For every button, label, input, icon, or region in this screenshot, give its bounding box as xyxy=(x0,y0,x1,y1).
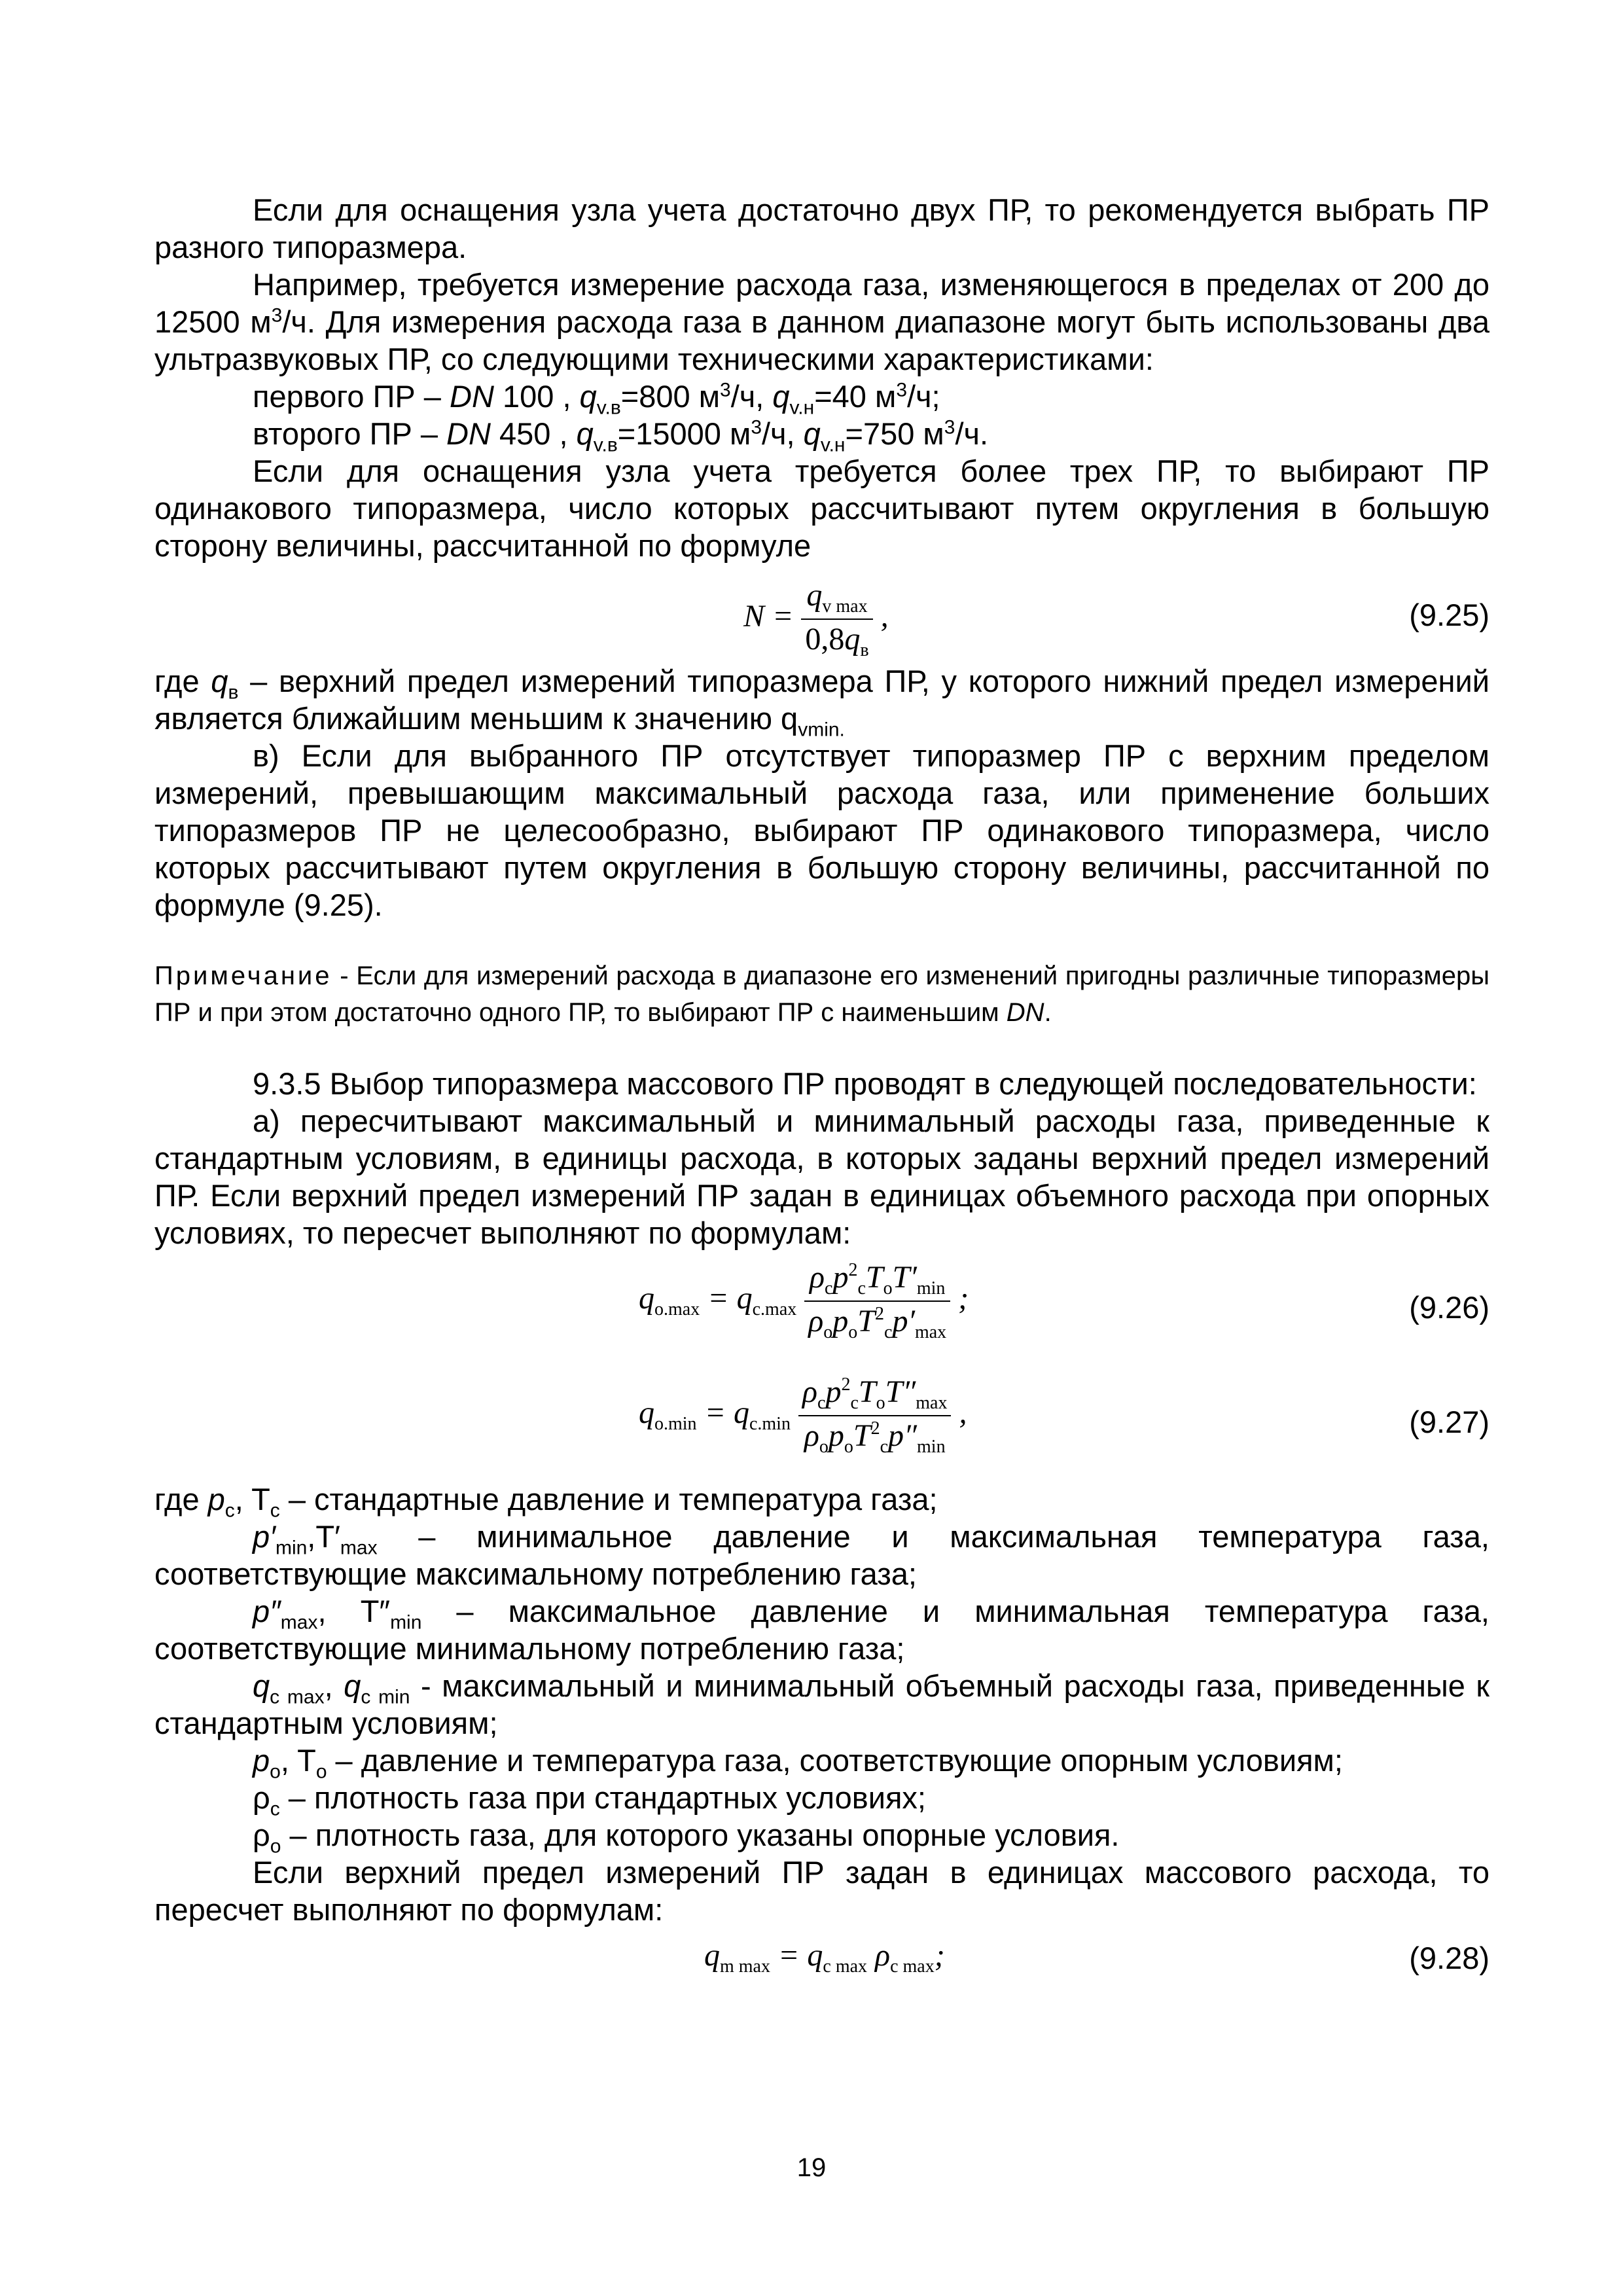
equation-number: (9.25) xyxy=(1409,598,1489,632)
definition: $p'_{min},T'_{max}$ – минимальное давление и максимальная температура газа, соответствующие максимальному потреблению газа; xyxy=(154,1519,1489,1591)
equation-9-27: $q_{o.min} = q_{c.min}$ $\frac{\rho_cp^2_cT_oT''_{max}}{\rho_op_oT^2_cp''_{min}}$ , (9.27) xyxy=(639,1374,1489,1457)
equation-9-25: N = $\frac{q_{v max}}{0,8q_в}$ , (9.25) xyxy=(743,578,1489,660)
paragraph: Например, требуется измерение расхода газа, изменяющегося в пределах от 200 до 12500 $м^3/ч$. Для измерения расхода газа в данном диапазоне могут быть использованы два ультразвуковых ПР, со следующими техническими характеристиками: xyxy=(154,267,1489,376)
paragraph: Если для оснащения узла учета требуется более трех ПР, то выбирают ПР одинакового типоразмера, число которых рассчитывают путем округления в большую сторону величины, рассчитанной по формуле xyxy=(154,454,1489,563)
equation-9-26: $q_{o.max} = q_{c.max}$ $\frac{\rho_cp^2_cT_oT'_{min}}{\rho_op_oT^2_cp'_{max}}$ ; (9.26) xyxy=(639,1260,1489,1342)
definition: $q_{c max}$, $q_{c min}$ - максимальный и минимальный объемный расходы газа, приведенные к стандартным условиям; xyxy=(154,1668,1489,1740)
paragraph: Если верхний предел измерений ПР задан в единицах массового расхода, то пересчет выполняют по формулам: xyxy=(154,1855,1489,1927)
equation-number: (9.28) xyxy=(1409,1941,1489,1975)
paragraph: где $q_в$ – верхний предел измерений типоразмера ПР, у которого нижний предел измерений является ближайшим меньшим к значению $q_{vmin.}$ xyxy=(154,664,1489,741)
section-paragraph: 9.3.5 Выбор типоразмера массового ПР проводят в следующей последовательности: xyxy=(253,1066,1477,1101)
body-text xyxy=(154,191,1489,1994)
definition: $p''_{max}$, $T''_{min}$ – максимальное давление и минимальная температура газа, соответствующие минимальному потреблению газа; xyxy=(154,1594,1489,1666)
paragraph: в) Если для выбранного ПР отсутствует типоразмер ПР с верхним пределом измерений, превышающим максимальный расхода газа, или применение больших типоразмеров ПР не целесообразно, выбирают ПР одинакового типоразмера, число которых рассчитывают путем округления в большую сторону величины, рассчитанной по формуле (9.25). xyxy=(154,738,1489,922)
equation-9-28: $q_{m max} = q_{c max}$ $\rho_{c max}$; (9.28) xyxy=(704,1938,1489,1977)
page-number: 19 xyxy=(796,2153,827,2182)
definition: где $p_c$, $T_c$ – стандартные давление и температура газа; xyxy=(154,1482,938,1522)
equation-number: (9.26) xyxy=(1409,1290,1489,1325)
definition: $p_o$, $T_o$ – давление и температура газа, соответствующие опорным условиям; xyxy=(253,1743,1343,1783)
spec-line-first: первого ПР – DN 100 , $q_{v.в}=800$ $м^3/ч$, $q_{v.н}=40$ $м^3/ч$; xyxy=(253,379,940,419)
spec-line-second: второго ПР – DN 450 , $q_{v.в}=15000$ $м^3/ч$, $q_{v.н}=750$ $м^3/ч$. xyxy=(253,416,989,456)
equation-number: (9.27) xyxy=(1409,1405,1489,1439)
definition: $\rho_o$ – плотность газа, для которого указаны опорные условия. xyxy=(253,1818,1120,1857)
paragraph: Если для оснащения узла учета достаточно двух ПР, то рекомендуется выбрать ПР разного типоразмера. xyxy=(154,192,1489,264)
paragraph: а) пересчитывают максимальный и минимальный расходы газа, приведенные к стандартным условиям, в единицы расхода, в которых заданы верхний предел измерений ПР. Если верхний предел измерений ПР задан в единицах объемного расхода при опорных условиях, то пересчет выполняют по формулам: xyxy=(154,1103,1489,1250)
note: Примечание - Если для измерений расхода в диапазоне его изменений пригодны различные типоразмеры ПР и при этом достаточно одного ПР, то выбирают ПР с наименьшим DN. xyxy=(154,961,1489,1027)
definition: $\rho_c$ – плотность газа при стандартных условиях; xyxy=(253,1780,926,1820)
